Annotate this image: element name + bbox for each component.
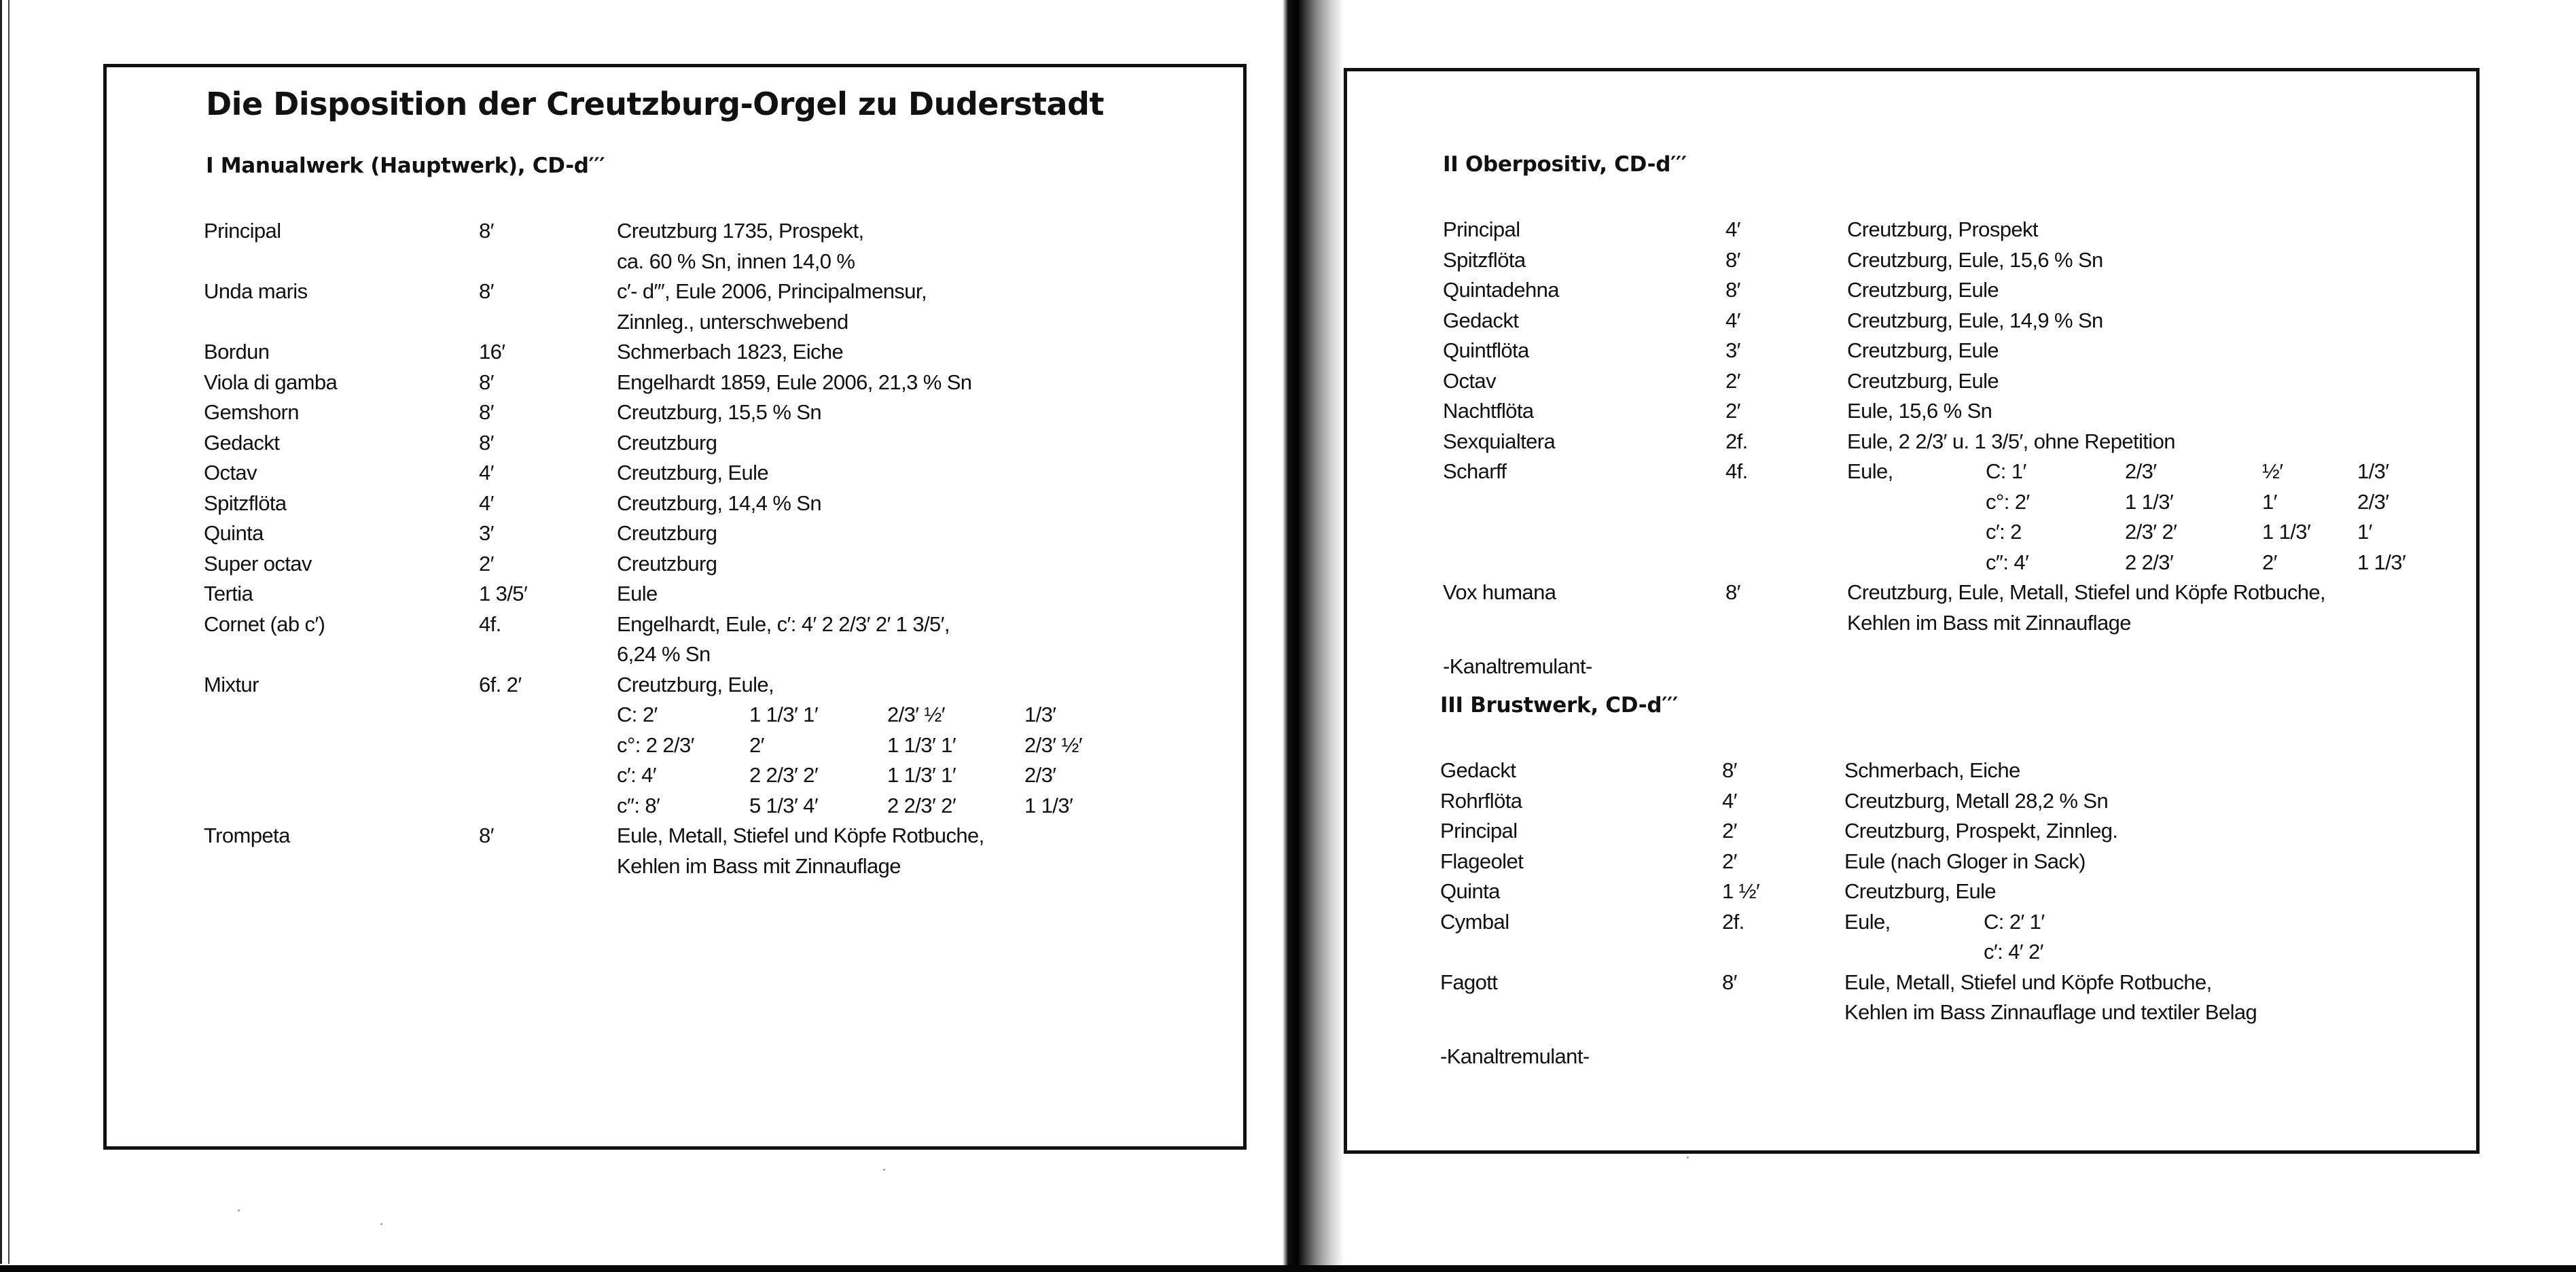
- stop-name: Octav: [1443, 368, 1496, 393]
- stop-description: Creutzburg: [617, 521, 717, 545]
- stop-description: Creutzburg, Eule: [1847, 278, 1999, 302]
- stop-description: Schmerbach 1823, Eiche: [617, 340, 844, 364]
- stop-description: c′- d′′′, Eule 2006, Principalmensur,: [617, 279, 927, 303]
- composition-cell: 2/3′: [2357, 489, 2389, 514]
- stop-description: Creutzburg, Prospekt, Zinnleg.: [1844, 819, 2118, 843]
- stop-name: Quinta: [204, 521, 264, 545]
- composition-cell: c′′: 4′: [1986, 550, 2029, 574]
- scan-speck: [1687, 1156, 1689, 1159]
- division-heading: I Manualwerk (Hauptwerk), CD-d′′′: [206, 154, 605, 178]
- stop-pitch: 1 ½′: [1722, 879, 1760, 903]
- stop-description: Eule (nach Gloger in Sack): [1844, 849, 2086, 873]
- stop-name: Gedackt: [1440, 758, 1516, 782]
- stop-name: Bordun: [204, 340, 270, 364]
- composition-cell: 1/3′: [2357, 459, 2389, 483]
- stop-name: Unda maris: [204, 279, 308, 303]
- stop-pitch: 8′: [1722, 970, 1737, 994]
- division-heading: II Oberpositiv, CD-d′′′: [1443, 152, 1687, 177]
- stop-description: Creutzburg, Eule, 15,6 % Sn: [1847, 247, 2103, 272]
- composition-cell: c′: 4′: [617, 763, 656, 787]
- stop-pitch: 2′: [1725, 368, 1740, 393]
- scan-edge: [0, 1265, 2576, 1272]
- tremulant-note: -Kanaltremulant-: [1443, 654, 1592, 678]
- stop-description: Engelhardt 1859, Eule 2006, 21,3 % Sn: [617, 370, 972, 394]
- stop-description: Engelhardt, Eule, c′: 4′ 2 2/3′ 2′ 1 3/5′,: [617, 612, 950, 636]
- composition-cell: 1 1/3′: [2125, 489, 2174, 514]
- stop-name: Trompeta: [204, 824, 290, 847]
- composition-cell: ½′: [2262, 459, 2283, 483]
- stop-description: Creutzburg, 14,4 % Sn: [617, 491, 822, 515]
- stop-pitch: 8′: [1725, 580, 1740, 604]
- stop-description: Creutzburg, Eule,: [617, 672, 774, 696]
- stop-name: Gedackt: [1443, 308, 1519, 332]
- stop-pitch: 4′: [1725, 308, 1740, 332]
- stop-pitch: 8′: [1725, 278, 1740, 302]
- stop-pitch: 8′: [479, 219, 494, 243]
- composition-cell: 2 2/3′ 2′: [887, 793, 956, 817]
- composition-cell: c°: 2′: [1986, 489, 2030, 514]
- stop-name: Viola di gamba: [204, 370, 338, 394]
- stop-pitch: 4′: [479, 491, 494, 515]
- composition-cell: c′: 4′ 2′: [1984, 940, 2043, 964]
- stop-name: Tertia: [204, 582, 253, 605]
- stop-name: Quinta: [1440, 879, 1500, 903]
- stop-pitch: 1 3/5′: [479, 582, 528, 605]
- stop-description: Kehlen im Bass mit Zinnauflage: [1847, 610, 2131, 635]
- composition-cell: c°: 2 2/3′: [617, 732, 694, 757]
- stop-name: Principal: [204, 219, 281, 243]
- tremulant-note: -Kanaltremulant-: [1440, 1044, 1590, 1068]
- stop-pitch: 4′: [479, 461, 494, 484]
- stop-description: Kehlen im Bass Zinnauflage und textiler Belag: [1844, 1000, 2257, 1024]
- stop-pitch: 4′: [1722, 788, 1737, 813]
- composition-cell: 1 1/3′ 1′: [887, 732, 956, 757]
- composition-cell: C: 1′: [1986, 459, 2026, 483]
- stop-pitch: 8′: [1725, 247, 1740, 272]
- composition-cell: c′: 2: [1986, 520, 2022, 544]
- stop-description: Creutzburg, Eule: [617, 461, 769, 484]
- stop-pitch: 2′: [1722, 819, 1737, 843]
- stop-name: Gedackt: [204, 430, 280, 455]
- stop-name: Quintadehna: [1443, 278, 1559, 302]
- stop-description: ca. 60 % Sn, innen 14,0 %: [617, 249, 855, 273]
- stop-description: Creutzburg: [617, 551, 717, 576]
- stop-pitch: 8′: [479, 824, 494, 847]
- stop-description: Creutzburg, Eule, Metall, Stiefel und Köpfe Rotbuche,: [1847, 580, 2326, 604]
- stop-pitch: 3′: [479, 521, 494, 545]
- stop-pitch: 8′: [479, 400, 494, 424]
- stop-description: Kehlen im Bass mit Zinnauflage: [617, 853, 901, 878]
- stop-name: Principal: [1443, 217, 1520, 241]
- stop-pitch: 3′: [1725, 338, 1740, 362]
- scan-speck: [380, 1223, 382, 1225]
- stop-pitch: 2′: [479, 551, 494, 576]
- stop-description: Schmerbach, Eiche: [1844, 758, 2020, 782]
- stop-pitch: 8′: [479, 430, 494, 455]
- stop-description: Creutzburg, Prospekt: [1847, 217, 2038, 241]
- stop-description: Eule: [617, 582, 658, 605]
- stop-description: Creutzburg, 15,5 % Sn: [617, 400, 822, 424]
- stop-pitch: 6f. 2′: [479, 672, 522, 696]
- stop-name: Spitzflöta: [1443, 247, 1526, 272]
- stop-name: Octav: [204, 461, 257, 484]
- composition-cell: 1 1/3′: [2357, 550, 2406, 574]
- composition-cell: 1′: [2262, 489, 2277, 514]
- stop-name: Sexquialtera: [1443, 429, 1556, 453]
- stop-description: Creutzburg, Metall 28,2 % Sn: [1844, 788, 2109, 813]
- stop-name: Cornet (ab c′): [204, 612, 325, 636]
- composition-cell: 2/3′ ½′: [887, 703, 945, 726]
- stop-name: Rohrflöta: [1440, 788, 1522, 813]
- book-spine: [1283, 0, 1344, 1272]
- stop-pitch: 4f.: [1725, 459, 1748, 483]
- document-title: Die Disposition der Creutzburg-Orgel zu Duderstadt: [206, 86, 1104, 122]
- composition-cell: 2′: [749, 732, 764, 757]
- division-heading: III Brustwerk, CD-d′′′: [1440, 693, 1678, 718]
- composition-cell: 2/3′ 2′: [2125, 520, 2177, 544]
- composition-cell: 1′: [2357, 520, 2372, 544]
- scan-speck: [883, 1169, 885, 1171]
- composition-cell: 1 1/3′: [2262, 520, 2311, 544]
- stop-pitch: 2f.: [1722, 909, 1745, 934]
- stop-name: Vox humana: [1443, 580, 1556, 604]
- stop-pitch: 2′: [1725, 399, 1740, 423]
- stop-name: Mixtur: [204, 672, 259, 696]
- stop-pitch: 8′: [479, 279, 494, 303]
- stop-pitch: 2′: [1722, 849, 1737, 873]
- composition-cell: 1 1/3′ 1′: [749, 703, 819, 726]
- stop-name: Cymbal: [1440, 909, 1509, 934]
- composition-cell: C: 2′: [617, 703, 658, 726]
- stop-description: Eule,: [1844, 909, 1891, 934]
- stop-pitch: 8′: [1722, 758, 1737, 782]
- composition-cell: 2/3′ ½′: [1024, 732, 1082, 757]
- stop-pitch: 2f.: [1725, 429, 1748, 453]
- stop-description: Creutzburg 1735, Prospekt,: [617, 219, 864, 243]
- composition-cell: 1 1/3′ 1′: [887, 763, 956, 787]
- stop-name: Quintflöta: [1443, 338, 1529, 362]
- stop-description: Creutzburg, Eule: [1847, 368, 1999, 393]
- stop-name: Nachtflöta: [1443, 399, 1534, 423]
- stop-name: Principal: [1440, 819, 1518, 843]
- composition-cell: 2 2/3′: [2125, 550, 2174, 574]
- stop-description: Creutzburg: [617, 430, 717, 455]
- stop-description: Eule, Metall, Stiefel und Köpfe Rotbuche,: [1844, 970, 2212, 994]
- stop-description: Creutzburg, Eule: [1847, 338, 1999, 362]
- composition-cell: 2 2/3′ 2′: [749, 763, 819, 787]
- scan-speck: [238, 1209, 240, 1212]
- stop-pitch: 8′: [479, 370, 494, 394]
- stop-pitch: 16′: [479, 340, 505, 364]
- composition-cell: 1 1/3′: [1024, 793, 1073, 817]
- stop-description: Zinnleg., unterschwebend: [617, 309, 848, 334]
- stop-name: Super octav: [204, 551, 312, 576]
- stop-description: Creutzburg, Eule, 14,9 % Sn: [1847, 308, 2103, 332]
- stop-pitch: 4′: [1725, 217, 1740, 241]
- stop-name: Scharff: [1443, 459, 1507, 483]
- stop-description: Creutzburg, Eule: [1844, 879, 1997, 903]
- composition-cell: 2/3′: [1024, 763, 1056, 787]
- composition-cell: c′′: 8′: [617, 793, 660, 817]
- composition-cell: 1/3′: [1024, 703, 1056, 726]
- stop-description: Eule, 15,6 % Sn: [1847, 399, 1992, 423]
- stop-description: 6,24 % Sn: [617, 642, 711, 666]
- stop-description: Eule, Metall, Stiefel und Köpfe Rotbuche,: [617, 824, 984, 847]
- composition-cell: 2/3′: [2125, 459, 2157, 483]
- stop-description: Eule, 2 2/3′ u. 1 3/5′, ohne Repetition: [1847, 429, 2175, 453]
- composition-cell: 2′: [2262, 550, 2277, 574]
- composition-cell: 5 1/3′ 4′: [749, 793, 819, 817]
- stop-name: Flageolet: [1440, 849, 1524, 873]
- stop-name: Fagott: [1440, 970, 1498, 994]
- stop-pitch: 4f.: [479, 612, 501, 636]
- stop-name: Gemshorn: [204, 400, 299, 424]
- stop-name: Spitzflöta: [204, 491, 287, 515]
- composition-cell: C: 2′ 1′: [1984, 909, 2045, 934]
- page-edge: [0, 0, 10, 1264]
- stop-description: Eule,: [1847, 459, 1893, 483]
